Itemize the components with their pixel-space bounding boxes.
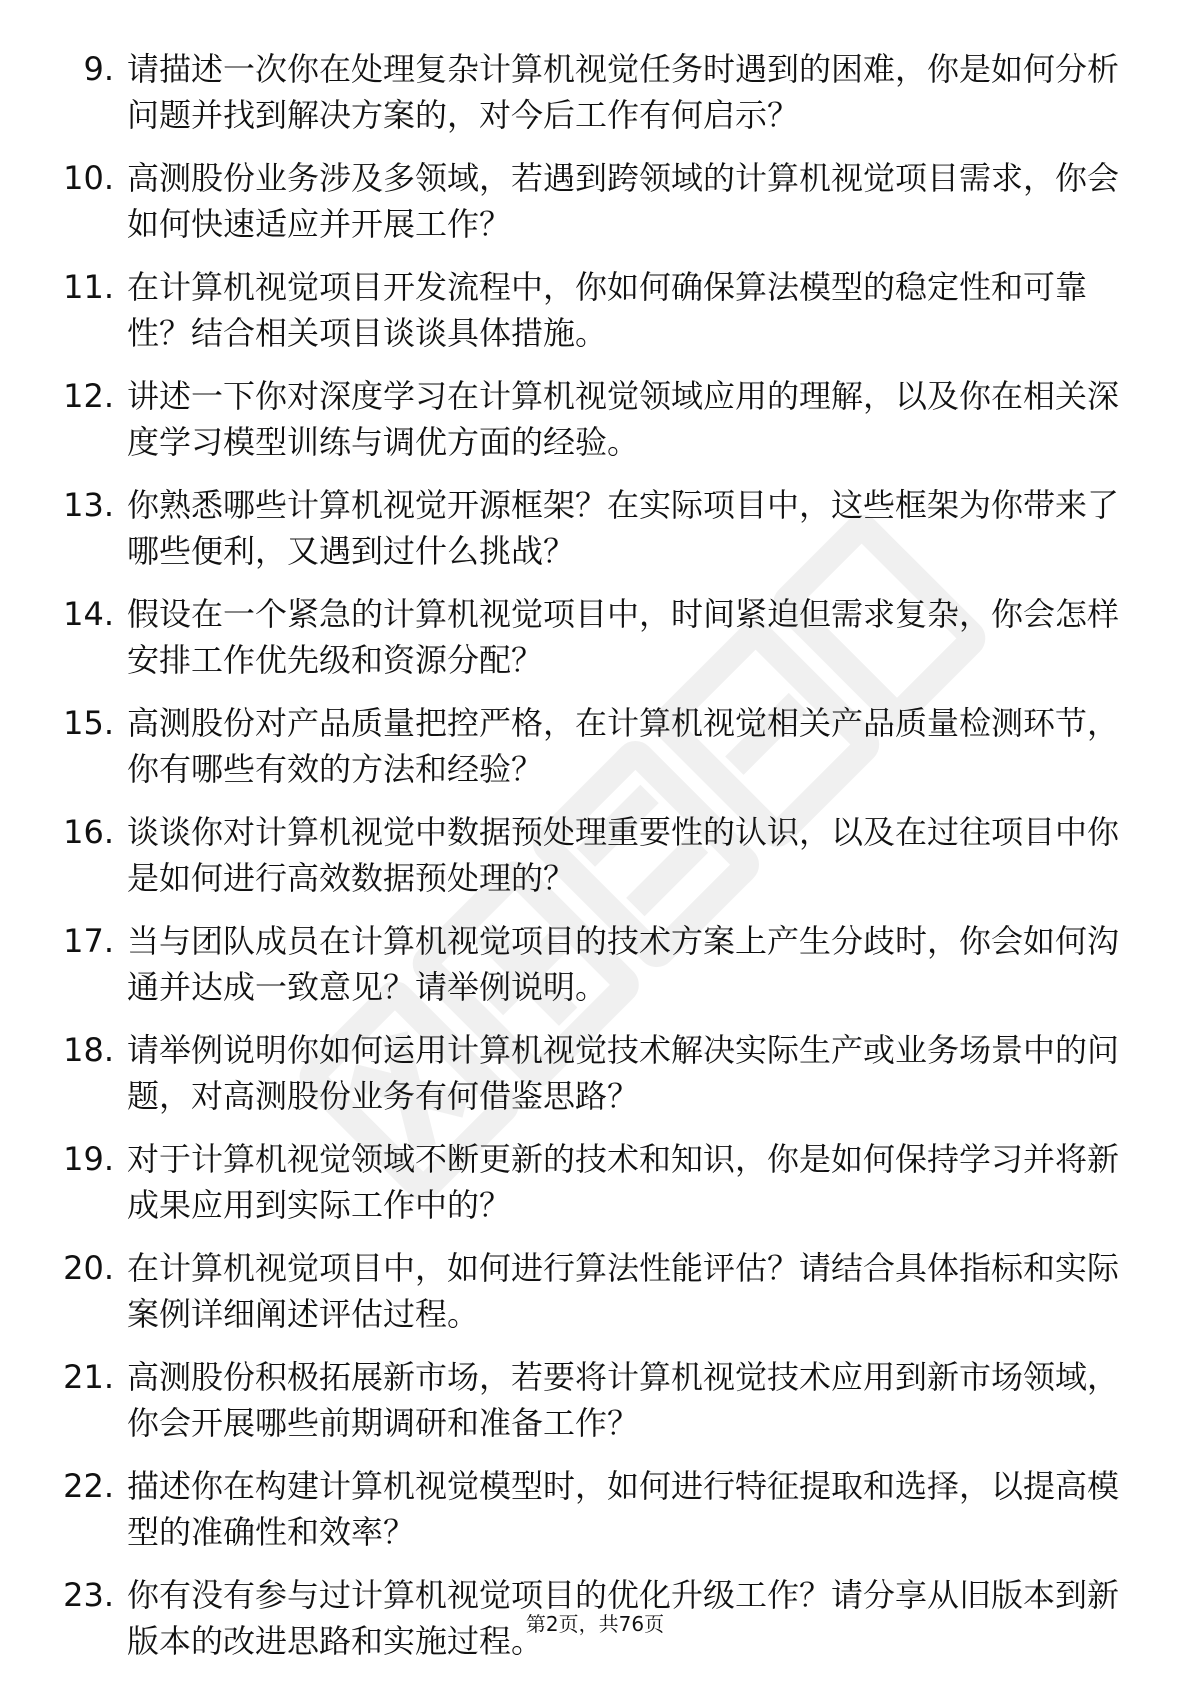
- question-number: 18.: [63, 1031, 114, 1069]
- list-item: [58, 264, 1120, 356]
- question-text: 当与团队成员在计算机视觉项目的技术方案上产生分歧时，你会如何沟通并达成一致意见？请举例说明。: [127, 922, 1120, 1006]
- question-text: 请描述一次你在处理复杂计算机视觉任务时遇到的困难，你是如何分析问题并找到解决方案的，对今后工作有何启示？: [127, 50, 1120, 134]
- question-text: 请举例说明你如何运用计算机视觉技术解决实际生产或业务场景中的问题，对高测股份业务有何借鉴思路？: [127, 1031, 1120, 1115]
- question-number: 12.: [63, 377, 114, 415]
- question-number: 14.: [63, 595, 114, 633]
- page-footer: [0, 1610, 1190, 1638]
- list-item: [58, 1463, 1120, 1555]
- question-number: 10.: [63, 159, 114, 197]
- list-item: [58, 46, 1120, 138]
- question-number: 23.: [63, 1576, 114, 1614]
- question-text: 描述你在构建计算机视觉模型时，如何进行特征提取和选择，以提高模型的准确性和效率？: [127, 1467, 1120, 1551]
- question-text: 在计算机视觉项目开发流程中，你如何确保算法模型的稳定性和可靠性？结合相关项目谈谈具体措施。: [127, 268, 1088, 352]
- question-text: 谈谈你对计算机视觉中数据预处理重要性的认识，以及在过往项目中你是如何进行高效数据预处理的？: [127, 813, 1120, 897]
- list-item: [58, 155, 1120, 247]
- question-text: 高测股份业务涉及多领域，若遇到跨领域的计算机视觉项目需求，你会如何快速适应并开展工作？: [127, 159, 1120, 243]
- question-text: 讲述一下你对深度学习在计算机视觉领域应用的理解，以及你在相关深度学习模型训练与调优方面的经验。: [127, 377, 1120, 461]
- list-item: [58, 1136, 1120, 1228]
- question-number: 17.: [63, 922, 114, 960]
- question-text: 你有没有参与过计算机视觉项目的优化升级工作？请分享从旧版本到新版本的改进思路和实施过程。: [127, 1576, 1120, 1660]
- question-number: 20.: [63, 1249, 114, 1287]
- question-text: 高测股份对产品质量把控严格，在计算机视觉相关产品质量检测环节，你有哪些有效的方法和经验？: [127, 704, 1120, 788]
- question-text: 假设在一个紧急的计算机视觉项目中，时间紧迫但需求复杂，你会怎样安排工作优先级和资源分配？: [127, 595, 1120, 679]
- list-item: [58, 809, 1120, 901]
- list-item: [58, 591, 1120, 683]
- question-number: 15.: [63, 704, 114, 742]
- list-item: [58, 1027, 1120, 1119]
- list-item: [58, 1354, 1120, 1446]
- question-text: 你熟悉哪些计算机视觉开源框架？在实际项目中，这些框架为你带来了哪些便利，又遇到过什么挑战？: [127, 486, 1120, 570]
- question-number: 21.: [63, 1358, 114, 1396]
- list-item: [58, 700, 1120, 792]
- list-item: [58, 918, 1120, 1010]
- list-item: [58, 1245, 1120, 1337]
- question-number: 9.: [83, 50, 114, 88]
- question-list: [58, 46, 1120, 1681]
- page-number-label: 第2页，共76页: [525, 1612, 665, 1636]
- question-number: 13.: [63, 486, 114, 524]
- question-text: 在计算机视觉项目中，如何进行算法性能评估？请结合具体指标和实际案例详细阐述评估过程。: [127, 1249, 1120, 1333]
- question-text: 对于计算机视觉领域不断更新的技术和知识，你是如何保持学习并将新成果应用到实际工作中的？: [127, 1140, 1120, 1224]
- list-item: [58, 482, 1120, 574]
- question-number: 16.: [63, 813, 114, 851]
- question-number: 11.: [63, 268, 114, 306]
- question-number: 19.: [63, 1140, 114, 1178]
- question-number: 22.: [63, 1467, 114, 1505]
- question-text: 高测股份积极拓展新市场，若要将计算机视觉技术应用到新市场领域，你会开展哪些前期调研和准备工作？: [127, 1358, 1120, 1442]
- list-item: [58, 373, 1120, 465]
